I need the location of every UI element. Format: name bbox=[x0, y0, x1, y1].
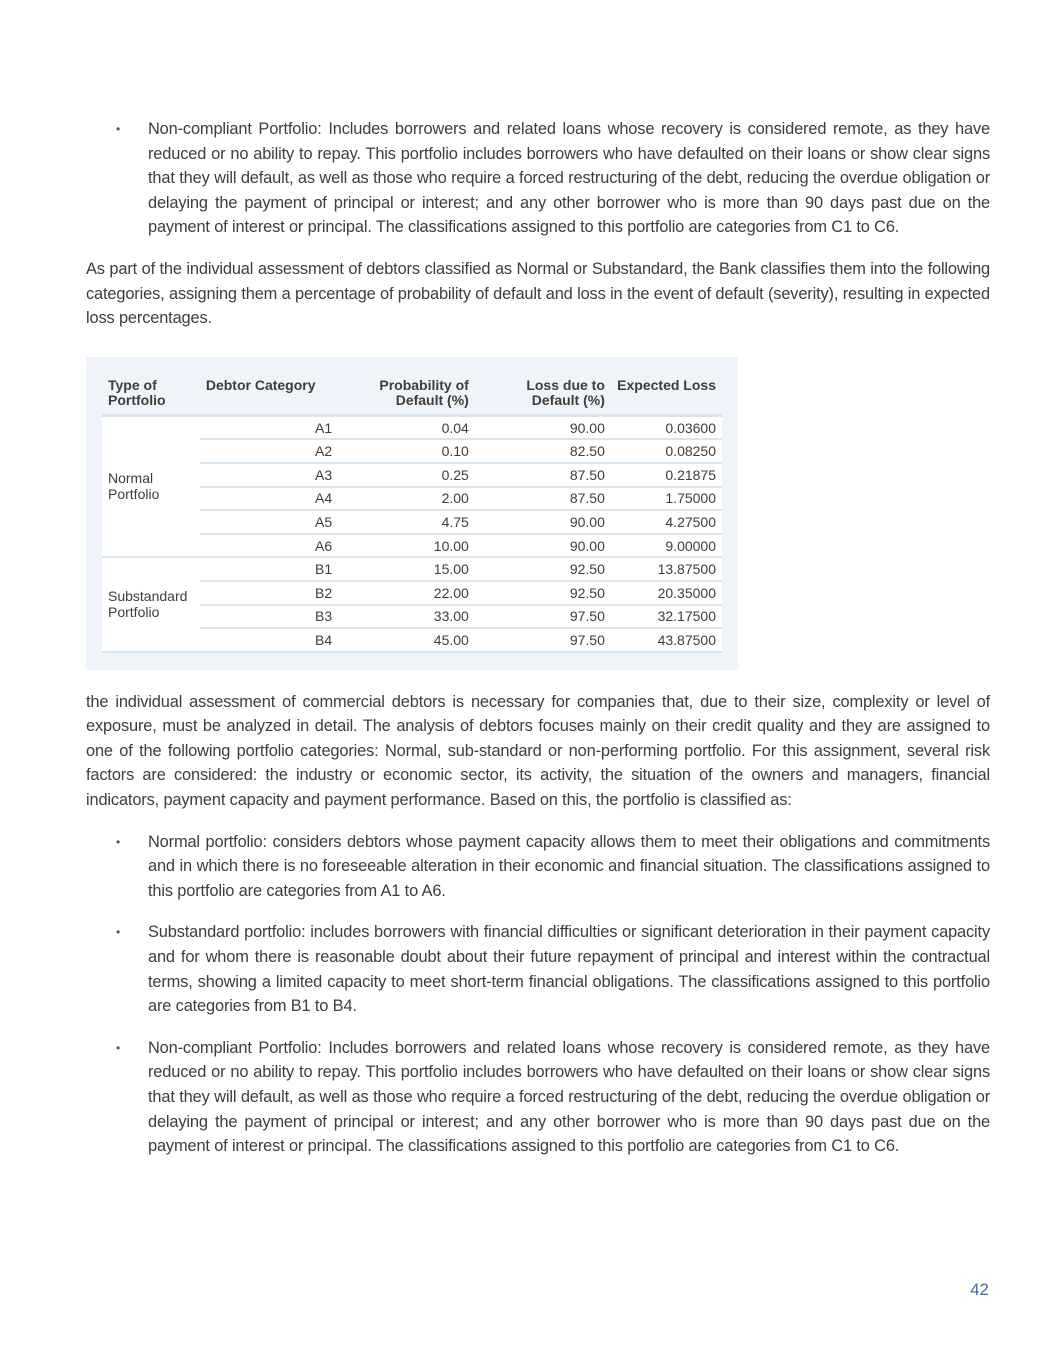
header-probability-of-default: Probability of Default (%) bbox=[379, 376, 469, 408]
cell-pd: 10.00 bbox=[338, 534, 475, 558]
cell-category: A4 bbox=[200, 487, 338, 511]
page-content bbox=[86, 117, 990, 1159]
group-substandard-portfolio: Substandard Portfolio bbox=[102, 557, 200, 651]
page-number: 42 bbox=[970, 1280, 989, 1299]
bullet-dot-icon: • bbox=[116, 1040, 121, 1055]
cell-el: 4.27500 bbox=[611, 510, 722, 534]
bullet-dot-icon: • bbox=[116, 834, 121, 849]
cell-lgd: 97.50 bbox=[475, 605, 611, 629]
expected-loss-table bbox=[102, 375, 722, 653]
header-type-of-portfolio: Type of Portfolio bbox=[108, 376, 166, 408]
cell-el: 13.87500 bbox=[611, 557, 722, 581]
bullet-text: Non-compliant Portfolio: Includes borrowers and related loans whose recovery is considered remote, as they have reduced or no ability to repay. This portfolio includes borrowers who have defaulted on their loans or show clear signs that they will default, as well as those who require a forced restructuring of the debt, reducing the overdue obligation or delaying the payment of principal or interest; and any other borrower who is more than 90 days past due on the payment of interest or principal. The classifications assigned to this portfolio are categories from C1 to C6. bbox=[148, 120, 990, 237]
cell-category: B2 bbox=[200, 581, 338, 605]
table-row bbox=[102, 415, 722, 439]
cell-lgd: 92.50 bbox=[475, 581, 611, 605]
cell-el: 0.08250 bbox=[611, 439, 722, 463]
bullet-dot-icon: • bbox=[116, 925, 121, 940]
bottom-bullet-list bbox=[86, 830, 990, 1159]
bullet-text: Substandard portfolio: includes borrowers with financial difficulties or significant deterioration in their payment capacity and for whom there is reasonable doubt about their future repayment of principal and interest within the contractual terms, showing a limited capacity to meet short-term financial obligations. The classifications assigned to this portfolio are categories from B1 to B4. bbox=[148, 923, 990, 1016]
cell-el: 9.00000 bbox=[611, 534, 722, 558]
cell-lgd: 87.50 bbox=[475, 487, 611, 511]
expected-loss-table-container bbox=[86, 357, 738, 670]
cell-pd: 0.04 bbox=[338, 415, 475, 439]
bullet-text: Non-compliant Portfolio: Includes borrowers and related loans whose recovery is considered remote, as they have reduced or no ability to repay. This portfolio includes borrowers who have defaulted on their loans or show clear signs that they will default, as well as those who require a forced restructuring of the debt, reducing the overdue obligation or delaying the payment of principal or interest; and any other borrower who is more than 90 days past due on the payment of interest or principal. The classifications assigned to this portfolio are categories from C1 to C6. bbox=[148, 1038, 990, 1156]
cell-category: B1 bbox=[200, 557, 338, 581]
cell-lgd: 90.00 bbox=[475, 534, 611, 558]
cell-pd: 33.00 bbox=[338, 605, 475, 629]
cell-el: 20.35000 bbox=[611, 581, 722, 605]
group-normal-portfolio: Normal Portfolio bbox=[102, 415, 200, 557]
header-loss-due-to-default: Loss due to Default (%) bbox=[526, 376, 605, 408]
cell-category: B3 bbox=[200, 605, 338, 629]
top-bullet-list bbox=[86, 117, 990, 240]
cell-pd: 45.00 bbox=[338, 628, 475, 652]
cell-pd: 0.10 bbox=[338, 439, 475, 463]
cell-lgd: 82.50 bbox=[475, 439, 611, 463]
cell-el: 0.03600 bbox=[611, 415, 722, 439]
table-header-row bbox=[102, 375, 722, 416]
cell-category: A3 bbox=[200, 463, 338, 487]
cell-category: A2 bbox=[200, 439, 338, 463]
cell-pd: 22.00 bbox=[338, 581, 475, 605]
cell-lgd: 97.50 bbox=[475, 628, 611, 652]
table-row bbox=[102, 557, 722, 581]
cell-lgd: 92.50 bbox=[475, 557, 611, 581]
cell-category: B4 bbox=[200, 628, 338, 652]
header-debtor-category: Debtor Category bbox=[205, 376, 316, 393]
commercial-debtors-paragraph: the individual assessment of commercial debtors is necessary for companies that, due to their size, complexity or level of exposure, must be analyzed in detail. The analysis of debtors focuses mainly on their credit quality and they are assigned to one of the following portfolio categories: Normal, sub-standard or non-performing portfolio. For this assignment, several risk factors are considered: the industry or economic sector, its activity, the situation of the owners and managers, financial indicators, payment capacity and payment performance. Based on this, the portfolio is classified as: bbox=[86, 692, 990, 810]
bullet-normal-portfolio bbox=[86, 830, 990, 904]
cell-category: A5 bbox=[200, 510, 338, 534]
intro-paragraph: As part of the individual assessment of debtors classified as Normal or Substandard, the Bank classifies them into the following categories, assigning them a percentage of probability of default and loss in the event of default (severity), resulting in expected loss percentages. bbox=[86, 259, 990, 328]
cell-category: A6 bbox=[200, 534, 338, 558]
cell-el: 43.87500 bbox=[611, 628, 722, 652]
bullet-substandard-portfolio bbox=[86, 920, 990, 1018]
cell-pd: 15.00 bbox=[338, 557, 475, 581]
cell-pd: 4.75 bbox=[338, 510, 475, 534]
cell-pd: 0.25 bbox=[338, 463, 475, 487]
cell-pd: 2.00 bbox=[338, 487, 475, 511]
bullet-dot-icon: • bbox=[116, 122, 121, 136]
cell-lgd: 90.00 bbox=[475, 510, 611, 534]
bullet-non-compliant-portfolio bbox=[86, 1036, 990, 1159]
bullet-text: Normal portfolio: considers debtors whose payment capacity allows them to meet their obligations and commitments and in which there is no foreseeable alteration in their economic and financial situation. The classifications assigned to this portfolio are categories from A1 to A6. bbox=[148, 832, 990, 900]
cell-lgd: 87.50 bbox=[475, 463, 611, 487]
cell-el: 32.17500 bbox=[611, 605, 722, 629]
cell-el: 1.75000 bbox=[611, 487, 722, 511]
header-expected-loss: Expected Loss bbox=[617, 376, 716, 393]
bullet-non-compliant-portfolio bbox=[86, 117, 990, 240]
cell-el: 0.21875 bbox=[611, 463, 722, 487]
cell-lgd: 90.00 bbox=[475, 415, 611, 439]
cell-category: A1 bbox=[200, 415, 338, 439]
